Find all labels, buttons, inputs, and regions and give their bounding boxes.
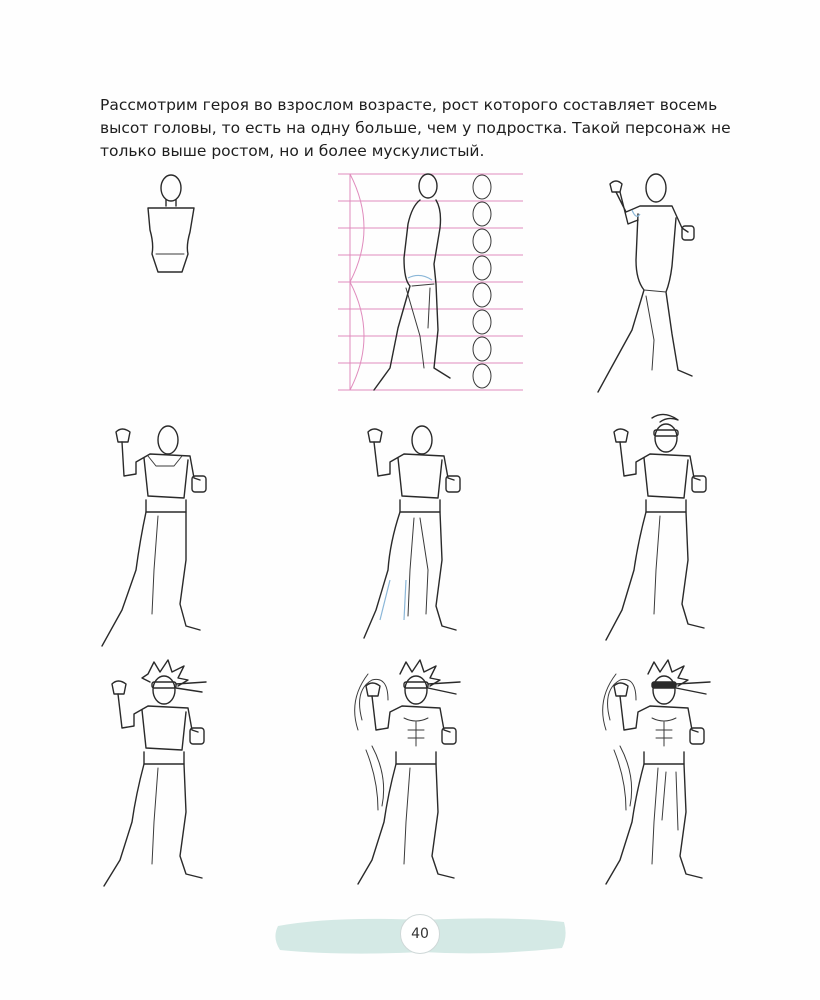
step-6-headband xyxy=(598,410,718,648)
step-3-pose-outline xyxy=(592,170,712,398)
shirt-sketch xyxy=(96,420,216,648)
final-sketch xyxy=(596,660,726,890)
headband-sketch xyxy=(598,410,718,648)
guide-lines xyxy=(338,174,523,390)
intro-paragraph: Рассмотрим героя во взрослом возрасте, рост которого составляет восемь высот головы, то есть на одну больше, чем у подростка. Такой персонаж не только выше ростом, но и более мускулистый. xyxy=(100,96,731,160)
page-number: 40 xyxy=(400,914,440,954)
torso-sketch xyxy=(126,170,216,290)
step-8-muscles xyxy=(348,660,478,890)
step-9-final xyxy=(596,660,726,890)
pose-sketch xyxy=(592,170,712,398)
hair-sketch xyxy=(96,660,226,890)
step-5-pants xyxy=(350,420,470,648)
step-2-proportion-guide xyxy=(338,168,523,396)
eight-heads-guide xyxy=(338,168,523,396)
step-1-torso-block xyxy=(126,170,216,290)
step-7-hair xyxy=(96,660,226,890)
muscles-sketch xyxy=(348,660,478,890)
step-4-shirt xyxy=(96,420,216,648)
pants-sketch xyxy=(350,420,470,648)
